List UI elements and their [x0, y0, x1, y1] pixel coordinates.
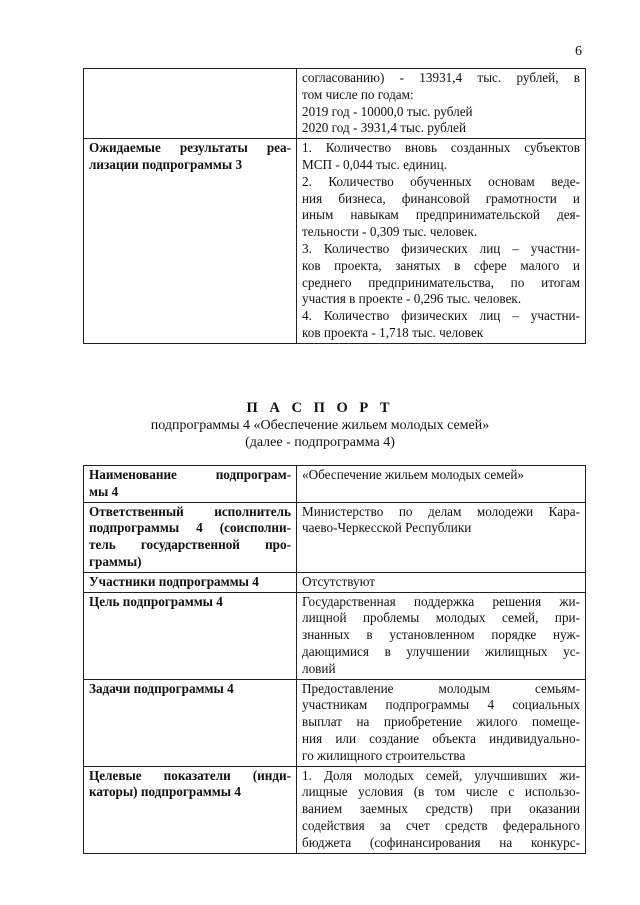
cell-line: том числе по годам:	[302, 86, 414, 102]
cell-line: ков проекта - 1,718 тыс. человек	[302, 324, 484, 340]
cell-line: го жилищного строительства	[302, 747, 466, 763]
subprogram-3-table	[83, 68, 586, 344]
cell-line: среднего предпринимательства, по итогам	[302, 274, 580, 290]
cell-line: лищной проблемы молодых семей, при-	[302, 610, 580, 626]
tasks-value	[297, 679, 586, 766]
cell-line: дающимися в улучшении жилищных ус-	[302, 643, 580, 659]
cell-line: 2. Количество обученных основам веде-	[302, 173, 580, 189]
cell-line: Наименование подпрограм-	[89, 467, 291, 482]
subprogram-4-passport-table	[83, 465, 586, 854]
table-row	[84, 502, 586, 572]
cell-line: участия в проекте - 0,296 тыс. человек.	[302, 291, 522, 307]
cell-line: Цель подпрограммы 4	[89, 593, 223, 609]
cell-line: знанных в установленном порядке нуж-	[302, 627, 580, 643]
cell-line: Задачи подпрограммы 4	[89, 680, 234, 696]
cell-line: 3. Количество физических лиц – участни-	[302, 240, 580, 256]
cell-line: лизации подпрограммы 3	[89, 156, 243, 172]
cell-line: Участники подпрограммы 4	[89, 573, 259, 589]
table-row	[84, 69, 586, 139]
cell-line: иным навыкам предпринимательской дея-	[302, 207, 580, 223]
cell-line: ков проекта, занятых в сфере малого и	[302, 257, 580, 273]
table-row	[84, 139, 586, 344]
cell-line: Ответственный исполнитель	[89, 503, 291, 519]
name-value	[297, 466, 586, 503]
table-row	[84, 572, 586, 592]
cell-line: чаево-Черкесской Республики	[302, 520, 472, 536]
cell-line: 1. Количество вновь созданных субъектов	[302, 140, 580, 156]
table-row	[84, 679, 586, 766]
cell-line: МСП - 0,044 тыс. единиц.	[302, 156, 447, 172]
tasks-label	[84, 679, 297, 766]
cell-line: граммы)	[89, 553, 142, 569]
cell-line: ловий	[302, 660, 336, 676]
cell-line: Отсутствуют	[302, 573, 376, 589]
passport-subtitle: подпрограммы 4 «Обеспечение жильем молодых семей»	[150, 418, 490, 433]
name-label	[84, 466, 297, 503]
cell-line: 4. Количество физических лиц – участни-	[302, 308, 580, 324]
table-row	[84, 466, 586, 503]
executor-value	[297, 502, 586, 572]
cell-line: ния бизнеса, финансовой грамотности и	[302, 190, 580, 206]
participants-label	[84, 572, 297, 592]
funding-cell	[297, 69, 586, 139]
cell-line: каторы) подпрограммы 4	[89, 784, 241, 800]
indicators-value	[297, 766, 586, 853]
cell-line: подпрограммы 4 (соисполни-	[89, 520, 291, 536]
cell-line: согласованию) - 13931,4 тыс. рублей, в	[302, 70, 580, 85]
passport-heading	[0, 400, 640, 451]
cell-line: тельности - 0,309 тыс. человек.	[302, 224, 478, 240]
goal-label	[84, 592, 297, 679]
cell-line: Предоставление молодым семьям-	[302, 680, 580, 696]
executor-label	[84, 502, 297, 572]
cell-line: 1. Доля молодых семей, улучшивших жи-	[302, 767, 580, 783]
table-cell-empty	[84, 69, 297, 139]
cell-line: содействия за счет средств федерального	[302, 817, 580, 833]
cell-line: тель государственной про-	[89, 537, 291, 553]
cell-line: Государственная поддержка решения жи-	[302, 593, 580, 609]
passport-title: П А С П О Р Т	[246, 400, 394, 416]
cell-line: лищные условия (в том числе с использо-	[302, 784, 580, 800]
passport-subtitle-note: (далее - подпрограмма 4)	[245, 435, 395, 450]
cell-line: участникам подпрограммы 4 социальных	[302, 697, 580, 713]
table-row	[84, 766, 586, 853]
cell-line: ванием заемных средств) при оказании	[302, 801, 580, 817]
table-row	[84, 592, 586, 679]
expected-results-label	[84, 139, 297, 344]
participants-value	[297, 572, 586, 592]
cell-line: «Обеспечение жильем молодых семей»	[302, 467, 525, 482]
cell-line: бюджета (софинансирования на конкурс-	[302, 834, 580, 850]
cell-line: 2020 год - 3931,4 тыс. рублей	[302, 120, 467, 136]
indicators-label	[84, 766, 297, 853]
goal-value	[297, 592, 586, 679]
cell-line: Ожидаемые результаты реа-	[89, 140, 291, 156]
cell-line: 2019 год - 10000,0 тыс. рублей	[302, 103, 473, 119]
cell-line: Министерство по делам молодежи Кара-	[302, 503, 580, 519]
cell-line: Целевые показатели (инди-	[89, 767, 291, 783]
cell-line: ния или создание объекта индивидуально-	[302, 730, 580, 746]
page-number: 6	[575, 44, 582, 59]
expected-results-value	[297, 139, 586, 344]
cell-line: выплат на приобретение жилого помеще-	[302, 714, 580, 730]
cell-line: мы 4	[89, 483, 119, 499]
